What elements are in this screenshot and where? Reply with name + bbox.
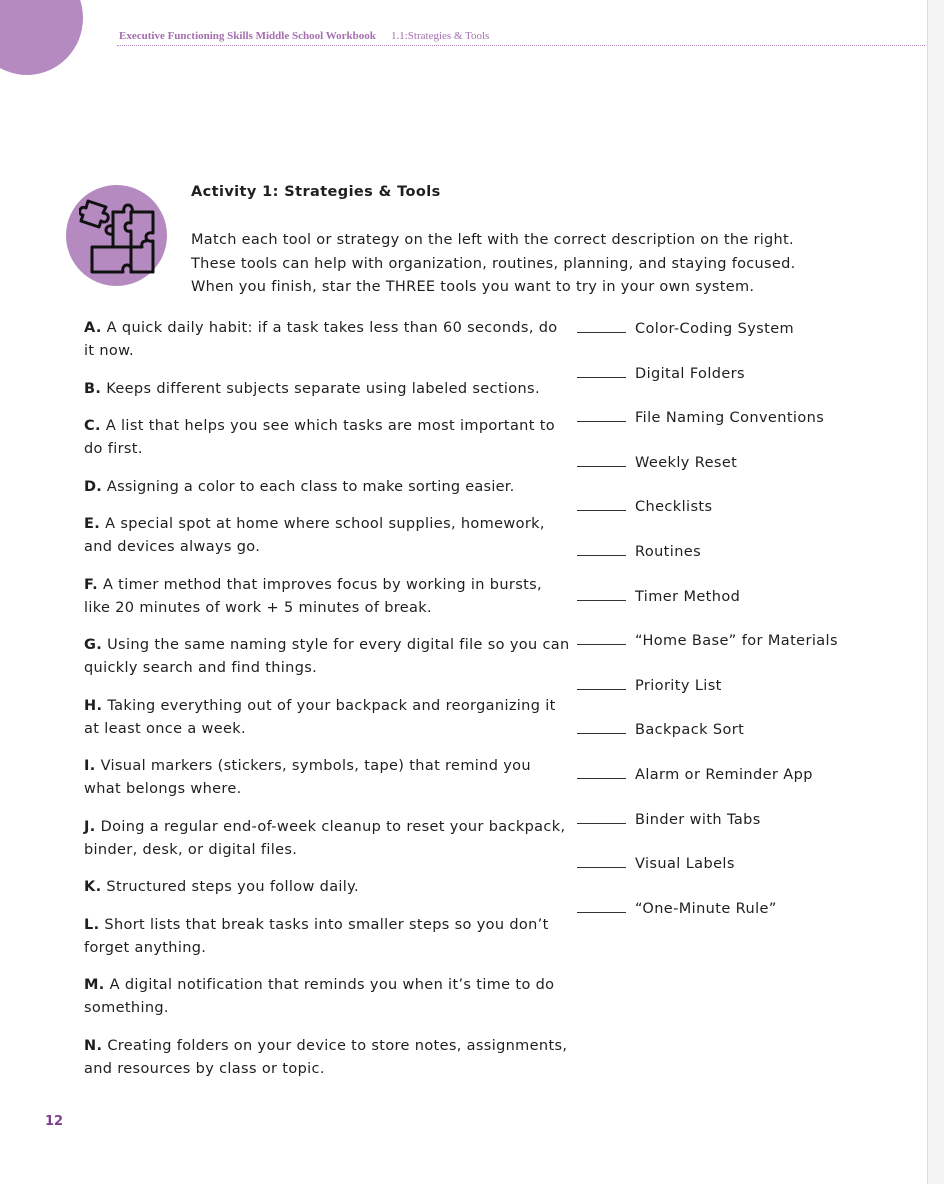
tool-item: [577, 406, 897, 451]
description-text: Creating folders on your device to store notes, assignments, and resources by class or topic.: [84, 1037, 568, 1077]
answer-blank[interactable]: [577, 451, 626, 467]
description-item-a: [84, 317, 570, 363]
description-item-k: [84, 876, 570, 899]
header-book-title: Executive Functioning Skills Middle School Workbook: [119, 30, 376, 42]
description-text: Taking everything out of your backpack and reorganizing it at least once a week.: [84, 697, 556, 737]
tool-item: [577, 674, 897, 719]
tool-label: Alarm or Reminder App: [635, 766, 813, 783]
activity-instructions: [191, 229, 881, 300]
tool-label: Weekly Reset: [635, 454, 738, 471]
answer-blank[interactable]: [577, 852, 626, 868]
description-letter: K.: [84, 879, 102, 895]
running-header: [117, 29, 925, 46]
description-letter: N.: [84, 1037, 103, 1054]
answer-blank[interactable]: [577, 317, 626, 333]
description-text: A timer method that improves focus by working in bursts, like 20 minutes of work + 5 minutes of break.: [84, 576, 543, 616]
description-item-e: [84, 513, 570, 559]
instruction-line: These tools can help with organization, routines, planning, and staying focused.: [191, 255, 796, 272]
answer-blank[interactable]: [577, 897, 626, 913]
description-text: Visual markers (stickers, symbols, tape) that remind you what belongs where.: [84, 758, 531, 797]
instruction-line: Match each tool or strategy on the left with the correct description on the right.: [191, 232, 794, 248]
answer-blank[interactable]: [577, 674, 626, 690]
tool-item: [577, 540, 897, 585]
tool-list: [577, 317, 897, 941]
description-item-l: [84, 914, 570, 960]
tool-label: Digital Folders: [635, 365, 745, 382]
tool-item: [577, 362, 897, 407]
tool-item: [577, 763, 897, 808]
description-text: Short lists that break tasks into smaller steps so you don’t forget anything.: [84, 916, 549, 956]
answer-blank[interactable]: [577, 808, 626, 824]
description-list: [84, 317, 570, 1095]
description-text: A digital notification that reminds you when it’s time to do something.: [84, 977, 555, 1016]
description-letter: G.: [84, 637, 103, 653]
tool-label: Routines: [635, 543, 702, 560]
tool-item: [577, 495, 897, 540]
description-item-n: [84, 1035, 570, 1081]
description-item-d: [84, 476, 570, 499]
tool-label: File Naming Conventions: [635, 410, 825, 427]
description-item-h: [84, 695, 570, 741]
description-text: Assigning a color to each class to make sorting easier.: [106, 478, 515, 495]
description-letter: H.: [84, 697, 103, 714]
description-text: Using the same naming style for every digital file so you can quickly search and find things.: [84, 637, 570, 676]
tool-item: [577, 808, 897, 853]
tool-item: [577, 629, 897, 674]
tool-label: Priority List: [635, 677, 722, 694]
tool-label: Backpack Sort: [635, 722, 745, 739]
tool-label: Binder with Tabs: [635, 811, 761, 828]
description-letter: I.: [84, 758, 96, 774]
description-letter: D.: [84, 478, 103, 495]
answer-blank[interactable]: [577, 495, 626, 511]
answer-blank[interactable]: [577, 718, 626, 734]
tool-label: Visual Labels: [635, 856, 735, 873]
description-letter: M.: [84, 977, 105, 993]
description-item-f: [84, 574, 570, 620]
activity-title: Activity 1: Strategies & Tools: [191, 184, 441, 200]
description-item-m: [84, 974, 570, 1020]
tool-label: “One-Minute Rule”: [635, 900, 777, 917]
description-letter: A.: [84, 320, 102, 336]
description-text: A list that helps you see which tasks are most important to do first.: [84, 418, 555, 457]
description-item-i: [84, 755, 570, 801]
page-edge: [927, 0, 944, 1184]
answer-blank[interactable]: [577, 406, 626, 422]
instruction-line: When you finish, star the THREE tools you want to try in your own system.: [191, 279, 755, 295]
puzzle-icon: [79, 198, 155, 274]
description-letter: L.: [84, 916, 100, 933]
description-item-b: [84, 378, 570, 401]
description-letter: F.: [84, 576, 98, 593]
answer-blank[interactable]: [577, 629, 626, 645]
description-text: Keeps different subjects separate using labeled sections.: [106, 380, 540, 397]
activity-icon-badge: [66, 185, 167, 286]
description-letter: J.: [84, 818, 96, 835]
description-text: Doing a regular end-of-week cleanup to reset your backpack, binder, desk, or digital files.: [84, 818, 566, 858]
answer-blank[interactable]: [577, 362, 626, 378]
tool-label: Color-Coding System: [635, 321, 795, 337]
answer-blank[interactable]: [577, 540, 626, 556]
description-item-g: [84, 634, 570, 680]
tool-label: “Home Base” for Materials: [635, 633, 838, 650]
page-number: 12: [45, 1114, 64, 1129]
description-letter: C.: [84, 418, 101, 434]
tool-label: Checklists: [635, 499, 713, 516]
tool-item: [577, 317, 897, 362]
description-letter: E.: [84, 516, 101, 532]
tool-item: [577, 585, 897, 630]
answer-blank[interactable]: [577, 763, 626, 779]
corner-decoration: [0, 0, 83, 75]
tool-label: Timer Method: [635, 588, 741, 605]
description-text: A special spot at home where school supplies, homework, and devices always go.: [84, 516, 545, 555]
answer-blank[interactable]: [577, 585, 626, 601]
description-letter: B.: [84, 380, 102, 397]
header-section: 1.1:Strategies & Tools: [391, 30, 490, 42]
description-item-j: [84, 816, 570, 862]
description-text: A quick daily habit: if a task takes less than 60 seconds, do it now.: [84, 320, 558, 359]
tool-item: [577, 852, 897, 897]
tool-item: [577, 897, 897, 942]
description-text: Structured steps you follow daily.: [106, 879, 360, 895]
description-item-c: [84, 415, 570, 461]
tool-item: [577, 451, 897, 496]
tool-item: [577, 718, 897, 763]
